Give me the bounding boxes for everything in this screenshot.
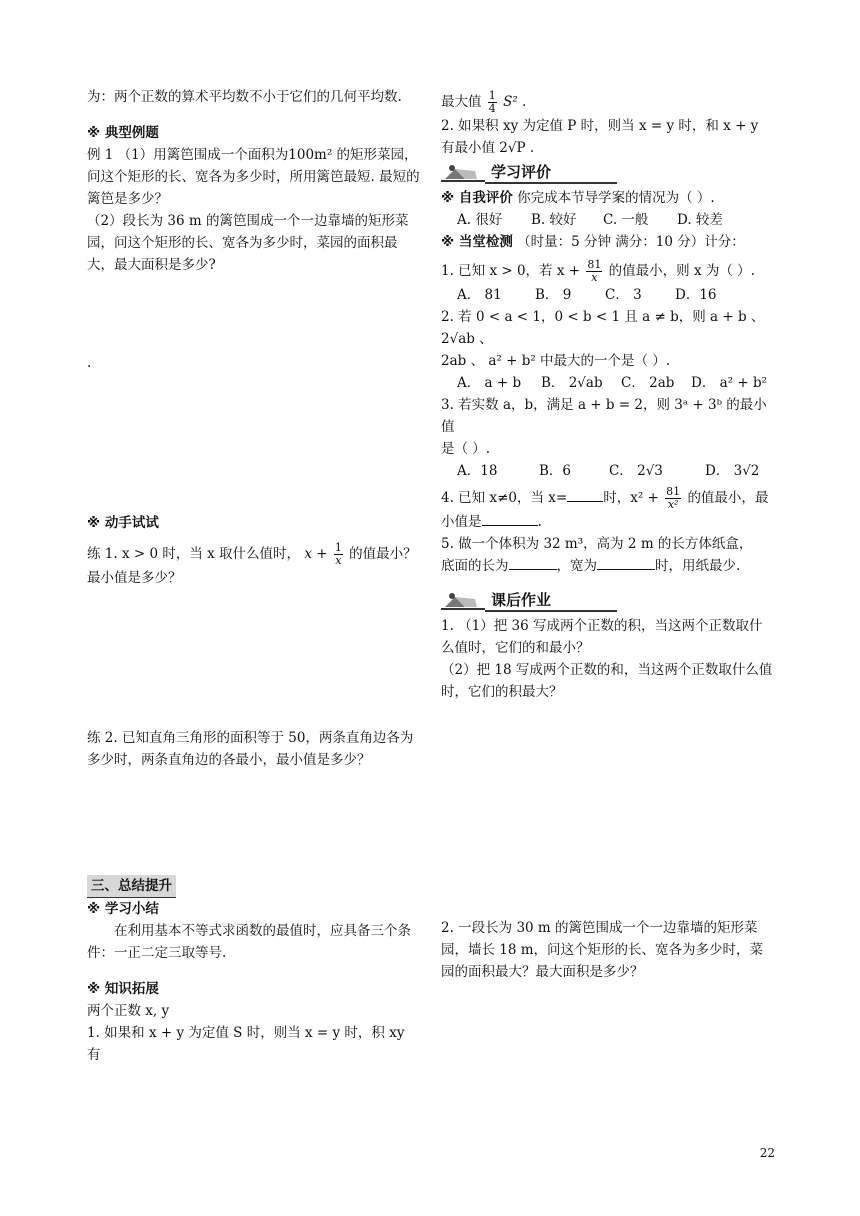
q1-fraction	[586, 259, 602, 284]
q4-blank-x[interactable]	[567, 487, 603, 502]
q4-fraction	[665, 486, 681, 511]
extension-heading: ※ 知识拓展	[87, 981, 159, 997]
q2-options	[441, 372, 775, 394]
q1-line	[441, 259, 775, 284]
summary-text: 在利用基本不等式求函数的最值时，应具备三个条件：一正二定三取等号.	[87, 923, 411, 961]
q4-line1	[441, 486, 775, 511]
self-eval-options	[441, 209, 775, 231]
q3-option: A．18	[457, 463, 498, 479]
q5-line2	[441, 555, 775, 577]
self-eval-option: C. 一般	[603, 212, 649, 228]
right-column	[441, 90, 775, 983]
q1-frac-den: x	[591, 271, 598, 284]
q4-text-c: 的值最小，最	[687, 490, 769, 506]
q4-frac-den: x²	[667, 498, 679, 511]
q2-option: A． a + b	[457, 375, 522, 391]
extension-line2: 1. 如果和 x + y 为定值 S 时，则当 x = y 时，积 xy 有	[87, 1025, 405, 1063]
homework2: 2. 一段长为 30 m 的篱笆围成一个一边靠墙的矩形菜园，墙长 18 m，问这个矩形的长、宽各为多少时，菜园的面积最大？最大面积是多少？	[441, 920, 764, 980]
banner-evaluation	[441, 161, 775, 185]
banner-homework-title: 课后作业	[485, 590, 557, 612]
self-eval-text: 你完成本节导学案的情况为（ ）.	[517, 190, 715, 206]
extension-line1: 两个正数 x, y	[87, 1003, 170, 1019]
practice1-frac-den: x	[335, 554, 342, 567]
q3-option: D． 3√2	[705, 463, 760, 479]
self-eval-label: ※ 自我评价	[441, 190, 513, 206]
q2-option: B． 2√ab	[541, 375, 603, 391]
q5-text-b: 底面的长为	[441, 558, 509, 574]
example1-part2: （2）段长为 36 m 的篱笆围成一个一边靠墙的矩形菜园，问这个矩形的长、宽各为多少时，菜园的面积最大，最大面积是多少?	[87, 213, 409, 273]
q2-option: C． 2ab	[621, 375, 675, 391]
q4-line2	[441, 511, 775, 533]
banner-homework	[441, 589, 775, 613]
stray-dot: .	[87, 355, 92, 371]
practice2: 练 2. 已知直角三角形的面积等于 50，两条直角边各为多少时，两条直角边的各最小，最小值是多少？	[87, 730, 414, 768]
q5-line1: 5. 做一个体积为 32 m³，高为 2 m 的长方体纸盒，	[441, 536, 753, 552]
q4-text-d: 小值是	[441, 514, 482, 530]
q1-option: C． 3	[605, 287, 642, 303]
q1-option: D．16	[675, 287, 717, 303]
max-value-line	[441, 90, 775, 115]
examples-heading: ※ 典型例题	[87, 125, 159, 141]
banner-rule	[557, 590, 617, 612]
self-eval-option: B. 较好	[531, 212, 577, 228]
left-column	[87, 86, 421, 1066]
banner-evaluation-title: 学习评价	[485, 162, 557, 184]
q1-frac-num: 81	[587, 258, 602, 271]
q3-line1: 3. 若实数 a，b，满足 a + b = 2，则 3ᵃ + 3ᵇ 的最小值	[441, 397, 767, 435]
q3-options	[441, 460, 775, 482]
homework1-part1: 1. （1）把 36 写成两个正数的积，当这两个正数取什么值时，它们的和最小？	[441, 618, 763, 656]
homework1-part2: （2）把 18 写成两个正数的和，当这两个正数取什么值时，它们的积最大？	[441, 662, 773, 700]
test-label: ※ 当堂检测	[441, 234, 513, 250]
q1-option: A． 81	[457, 287, 502, 303]
q2-line1: 2. 若 0 < a < 1，0 < b < 1 且 a ≠ b，则 a + b 、2√ab 、	[441, 309, 765, 347]
example1-part1: 例 1 （1）用篱笆围成一个面积为100m² 的矩形菜园，问这个矩形的长、宽各为多少时，所用篱笆最短. 最短的篱笆是多少？	[87, 147, 420, 207]
max-frac-num: 1	[488, 89, 496, 102]
q4-text-e: .	[537, 514, 542, 530]
q5-text-d: 时，用纸最少.	[655, 558, 741, 574]
q4-text-b: 时，x² +	[603, 490, 659, 506]
q4-text-a: 4. 已知 x≠0，当 x=	[441, 490, 568, 506]
q4-blank-min[interactable]	[482, 511, 538, 526]
q3-option: C． 2√3	[609, 463, 663, 479]
q4-frac-num: 81	[666, 485, 681, 498]
q1-option: B． 9	[535, 287, 572, 303]
practice1-frac-num: 1	[334, 541, 342, 554]
intro-text: 为：两个正数的算术平均数不小于它们的几何平均数.	[87, 89, 402, 105]
reader-icon	[441, 591, 485, 611]
practice1-text-a: 练 1. x > 0 时，当 x 取什么值时，	[87, 546, 301, 562]
q5-blank-width[interactable]	[597, 555, 655, 570]
practice1-question: 最小值是多少？	[87, 570, 182, 586]
max-value-expr: S² .	[503, 94, 527, 110]
summary-heading: ※ 学习小结	[87, 901, 159, 917]
reader-icon	[441, 163, 485, 183]
q2-option: D． a² + b²	[691, 375, 768, 391]
q3-option: B．6	[539, 463, 572, 479]
q3-line2: 是（ ）.	[441, 441, 491, 457]
max-frac-den: 4	[488, 102, 496, 115]
page-number: 22	[759, 1146, 775, 1160]
q5-blank-length[interactable]	[509, 555, 557, 570]
q1-options	[441, 284, 775, 306]
q5-text-c: ，宽为	[556, 558, 597, 574]
max-value-fraction	[488, 90, 497, 115]
test-text: （时量：5 分钟 满分：10 分）计分：	[517, 234, 745, 250]
practice1-expr: x +	[304, 546, 328, 562]
self-eval-option: D. 较差	[677, 212, 723, 228]
practice1-text-b: 的值最小？	[349, 546, 417, 562]
q2-line2: 2ab 、 a² + b² 中最大的一个是（ ）.	[441, 353, 671, 369]
practice1-fraction	[334, 542, 343, 567]
practice1	[87, 542, 421, 567]
q1-text-b: 的值最小，则 x 为（ ）.	[608, 263, 755, 279]
section3-title: 三、总结提升	[87, 875, 176, 898]
banner-rule	[557, 162, 617, 184]
max-value-text: 最大值	[441, 94, 482, 110]
q1-text-a: 1. 已知 x > 0，若 x +	[441, 263, 581, 279]
extension-item2: 2. 如果积 xy 为定值 P 时，则当 x = y 时，和 x + y 有最小值 2√P .	[441, 118, 759, 156]
self-eval-option: A. 很好	[457, 212, 503, 228]
practice-heading: ※ 动手试试	[87, 515, 159, 531]
